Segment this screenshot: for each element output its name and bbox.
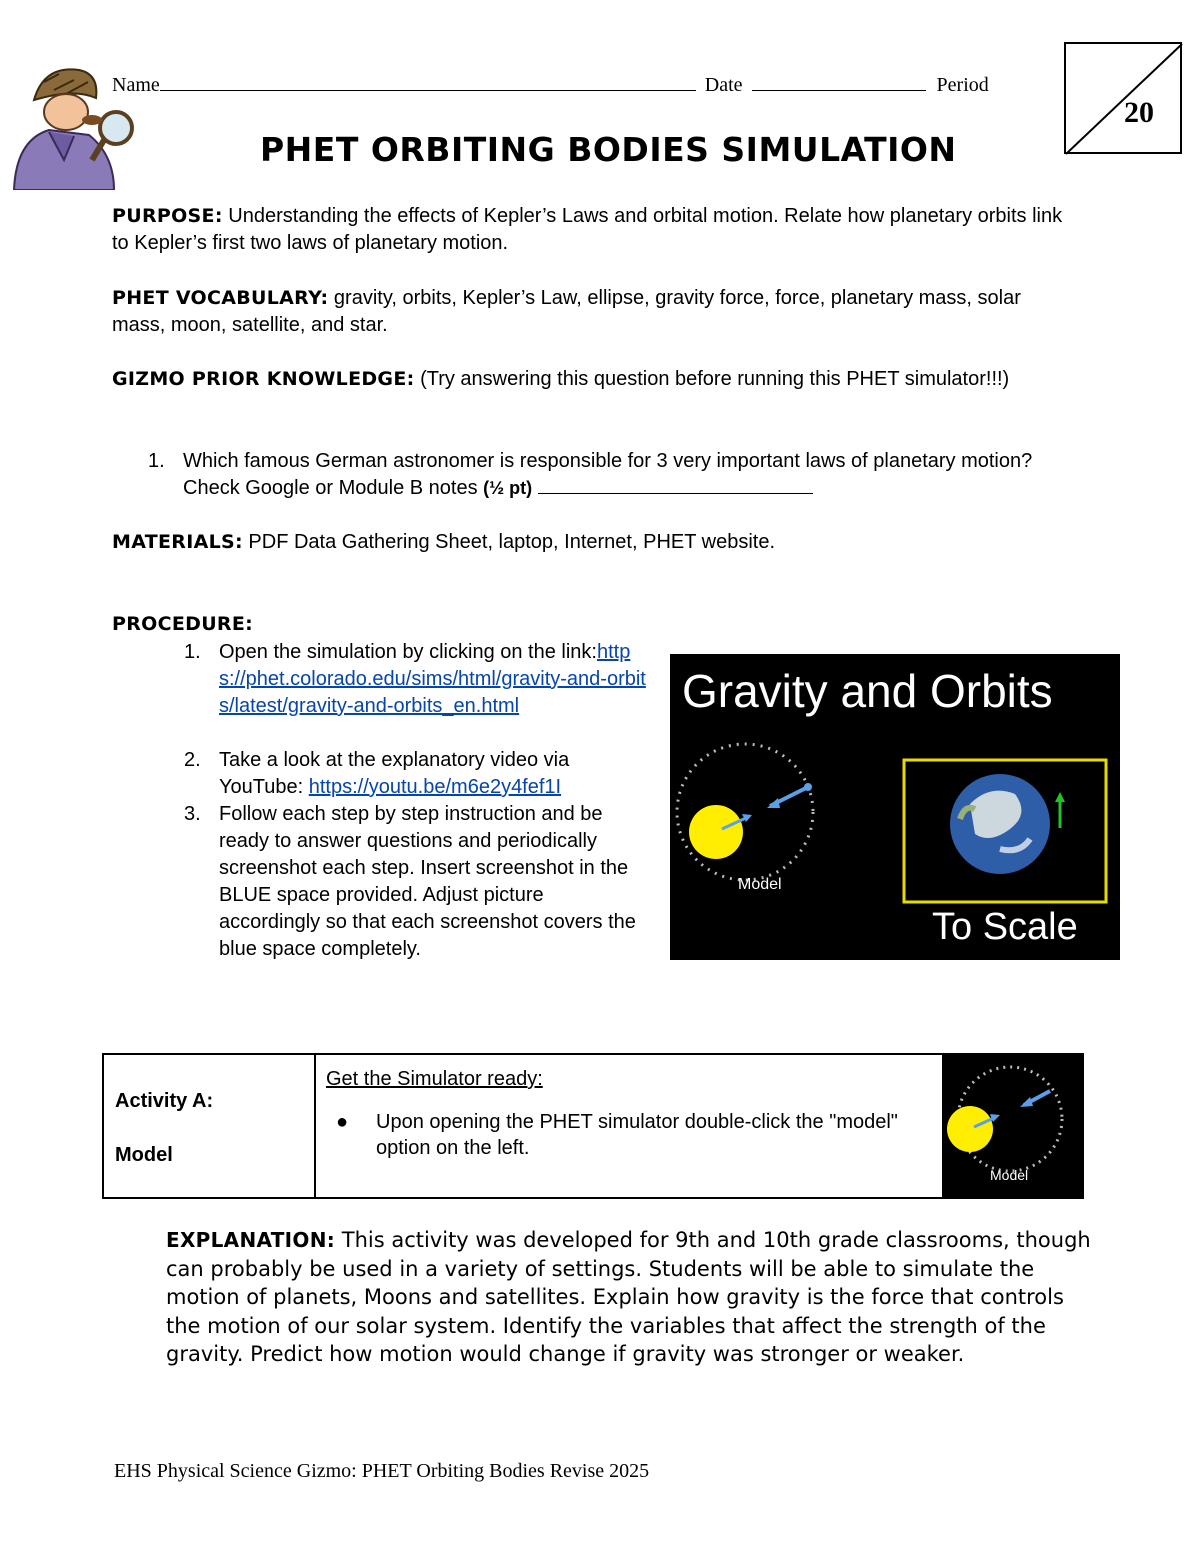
activity-instructions-cell [316, 1055, 942, 1197]
activity-name-cell [104, 1055, 316, 1197]
page-title: PHET ORBITING BODIES SIMULATION [260, 130, 957, 169]
date-label: Date [704, 74, 743, 96]
period-label: Period [936, 74, 989, 96]
step-text: Open the simulation by clicking on the link: [219, 641, 597, 663]
youtube-link[interactable]: https://youtu.be/m6e2y4fef1I [308, 776, 562, 798]
date-field[interactable] [752, 74, 926, 91]
procedure-step [184, 747, 644, 801]
prior-knowledge-label: GIZMO PRIOR KNOWLEDGE: [112, 368, 415, 390]
model-thumbnail [942, 1055, 1082, 1197]
purpose-section [112, 203, 1072, 257]
question-points: (½ pt) [483, 478, 533, 498]
student-info-line [112, 74, 989, 97]
procedure-step [184, 801, 644, 991]
purpose-label: PURPOSE: [112, 205, 223, 227]
explanation-text: This activity was developed for 9th and 10th grade classrooms, though can probably be used in a variety of settings. Students will be able to simulate the motion of planets, Moons and satellites. Explain how gravity is the force that controls the motion of our solar system. Identify the variables that affect the strength of the gravity. Predict how motion would change if gravity was stronger or weaker. [166, 1228, 1091, 1366]
prior-knowledge-text: (Try answering this question before running this PHET simulator!!!) [414, 368, 1010, 390]
step-text: Take a look at the explanatory video via YouTube: [219, 749, 570, 798]
bullet-icon: ● [336, 1111, 349, 1133]
step-number: 3. [184, 803, 201, 825]
activity-table [102, 1053, 1084, 1199]
model-thumbnail-label: Model [990, 1167, 1029, 1183]
vocabulary-section [112, 285, 1072, 339]
question-item [148, 448, 1088, 504]
sim-model-label: Model [738, 876, 782, 893]
procedure-step [184, 639, 644, 747]
answer-field[interactable] [538, 475, 813, 494]
sim-image-title: Gravity and Orbits [682, 665, 1053, 717]
simulation-link[interactable]: https://phet.colorado.edu/sims/html/gravity-and-orbits/latest/gravity-and-orbits_en.html [219, 641, 646, 717]
explanation-section [166, 1226, 1096, 1369]
procedure-section [112, 611, 1072, 638]
materials-section [112, 529, 792, 556]
procedure-label: PROCEDURE: [112, 613, 254, 635]
prior-knowledge-section [112, 366, 1072, 393]
vocabulary-label: PHET VOCABULARY: [112, 287, 329, 309]
activity-name: Activity A: [115, 1090, 214, 1112]
question-number: 1. [148, 450, 165, 472]
activity-heading: Get the Simulator ready: [326, 1068, 543, 1090]
step-number: 2. [184, 749, 201, 771]
purpose-text: Understanding the effects of Kepler’s Laws and orbital motion. Relate how planetary orbits link to Kepler’s first two laws of planetary motion. [112, 205, 1063, 254]
name-field[interactable] [160, 74, 696, 91]
gravity-orbits-image [670, 654, 1120, 960]
activity-bullet: Upon opening the PHET simulator double-click the "model" option on the left. [376, 1111, 898, 1159]
step-text: Follow each step by step instruction and be ready to answer questions and periodically screenshot each step. Insert screenshot in the BLUE space provided. Adjust picture accordingly so that each screenshot covers the blue space completely. [219, 803, 636, 960]
activity-subtitle: Model [115, 1144, 173, 1166]
sim-scale-label: To Scale [932, 906, 1078, 948]
vocabulary-text: gravity, orbits, Kepler’s Law, ellipse, gravity force, force, planetary mass, solar mass, moon, satellite, and star. [112, 287, 1021, 336]
materials-label: MATERIALS: [112, 531, 243, 553]
score-box [1064, 42, 1182, 154]
score-value: 20 [1124, 96, 1154, 129]
materials-text: PDF Data Gathering Sheet, laptop, Internet, PHET website. [242, 531, 776, 553]
explanation-label: EXPLANATION: [166, 1228, 336, 1252]
name-label: Name [112, 74, 160, 96]
footer: EHS Physical Science Gizmo: PHET Orbiting Bodies Revise 2025 [114, 1460, 650, 1482]
question-text: Which famous German astronomer is responsible for 3 very important laws of planetary motion? Check Google or Module B notes [183, 450, 1033, 499]
step-number: 1. [184, 641, 201, 663]
